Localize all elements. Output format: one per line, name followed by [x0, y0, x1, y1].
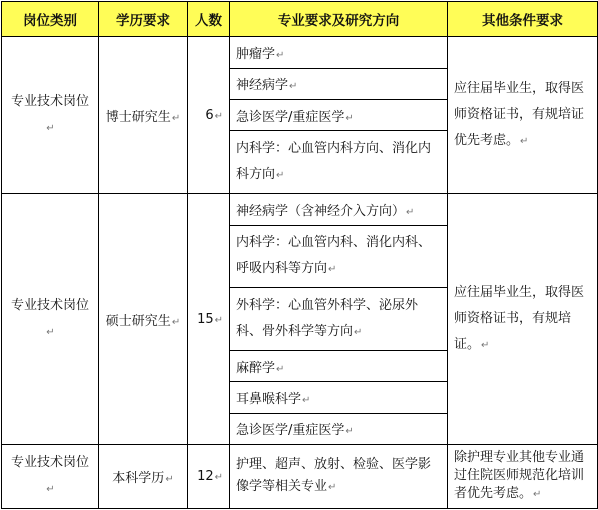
- major-cell: 内科学：心血管内科方向、消化内科方向↵: [230, 131, 448, 194]
- major-cell: 神经病学（含神经介入方向）↵: [230, 194, 448, 225]
- header-major: 专业要求及研究方向: [230, 2, 448, 37]
- education-cell: 博士研究生↵: [99, 37, 188, 194]
- other-cell: 应往届毕业生，取得医师资格证书，有规培证优先考虑。↵: [448, 37, 598, 194]
- header-other: 其他条件要求: [448, 2, 598, 37]
- major-cell: 神经病学↵: [230, 68, 448, 99]
- table-row: [2, 445, 598, 509]
- major-cell: 内科学：心血管内科、消化内科、呼吸内科等方向↵: [230, 225, 448, 288]
- category-cell: 专业技术岗位↵: [2, 37, 99, 194]
- header-row: [2, 2, 598, 37]
- major-cell: 肿瘤学↵: [230, 37, 448, 68]
- category-cell: 专业技术岗位↵: [2, 445, 99, 509]
- header-category: 岗位类别: [2, 2, 99, 37]
- major-cell: 麻醉学↵: [230, 351, 448, 382]
- education-cell: 硕士研究生↵: [99, 194, 188, 445]
- count-cell: 12↵: [188, 445, 230, 509]
- major-cell: 急诊医学/重症医学↵: [230, 100, 448, 131]
- other-cell: 应往届毕业生，取得医师资格证书，有规培证。↵: [448, 194, 598, 445]
- category-cell: 专业技术岗位↵: [2, 194, 99, 445]
- header-count: 人数: [188, 2, 230, 37]
- major-cell: 急诊医学/重症医学↵: [230, 413, 448, 444]
- count-cell: 6↵: [188, 37, 230, 194]
- major-cell: 外科学：心血管外科学、泌尿外科、骨外科学等方向↵: [230, 288, 448, 351]
- major-cell: 耳鼻喉科学↵: [230, 382, 448, 413]
- education-cell: 本科学历↵: [99, 445, 188, 509]
- table-row: [2, 37, 598, 68]
- recruitment-table: [1, 1, 598, 509]
- major-cell: 护理、超声、放射、检验、医学影像学等相关专业↵: [230, 445, 448, 509]
- header-education: 学历要求: [99, 2, 188, 37]
- count-cell: 15↵: [188, 194, 230, 445]
- table-row: [2, 194, 598, 225]
- other-cell: 除护理专业其他专业通过住院医师规范化培训者优先考虑。↵: [448, 445, 598, 509]
